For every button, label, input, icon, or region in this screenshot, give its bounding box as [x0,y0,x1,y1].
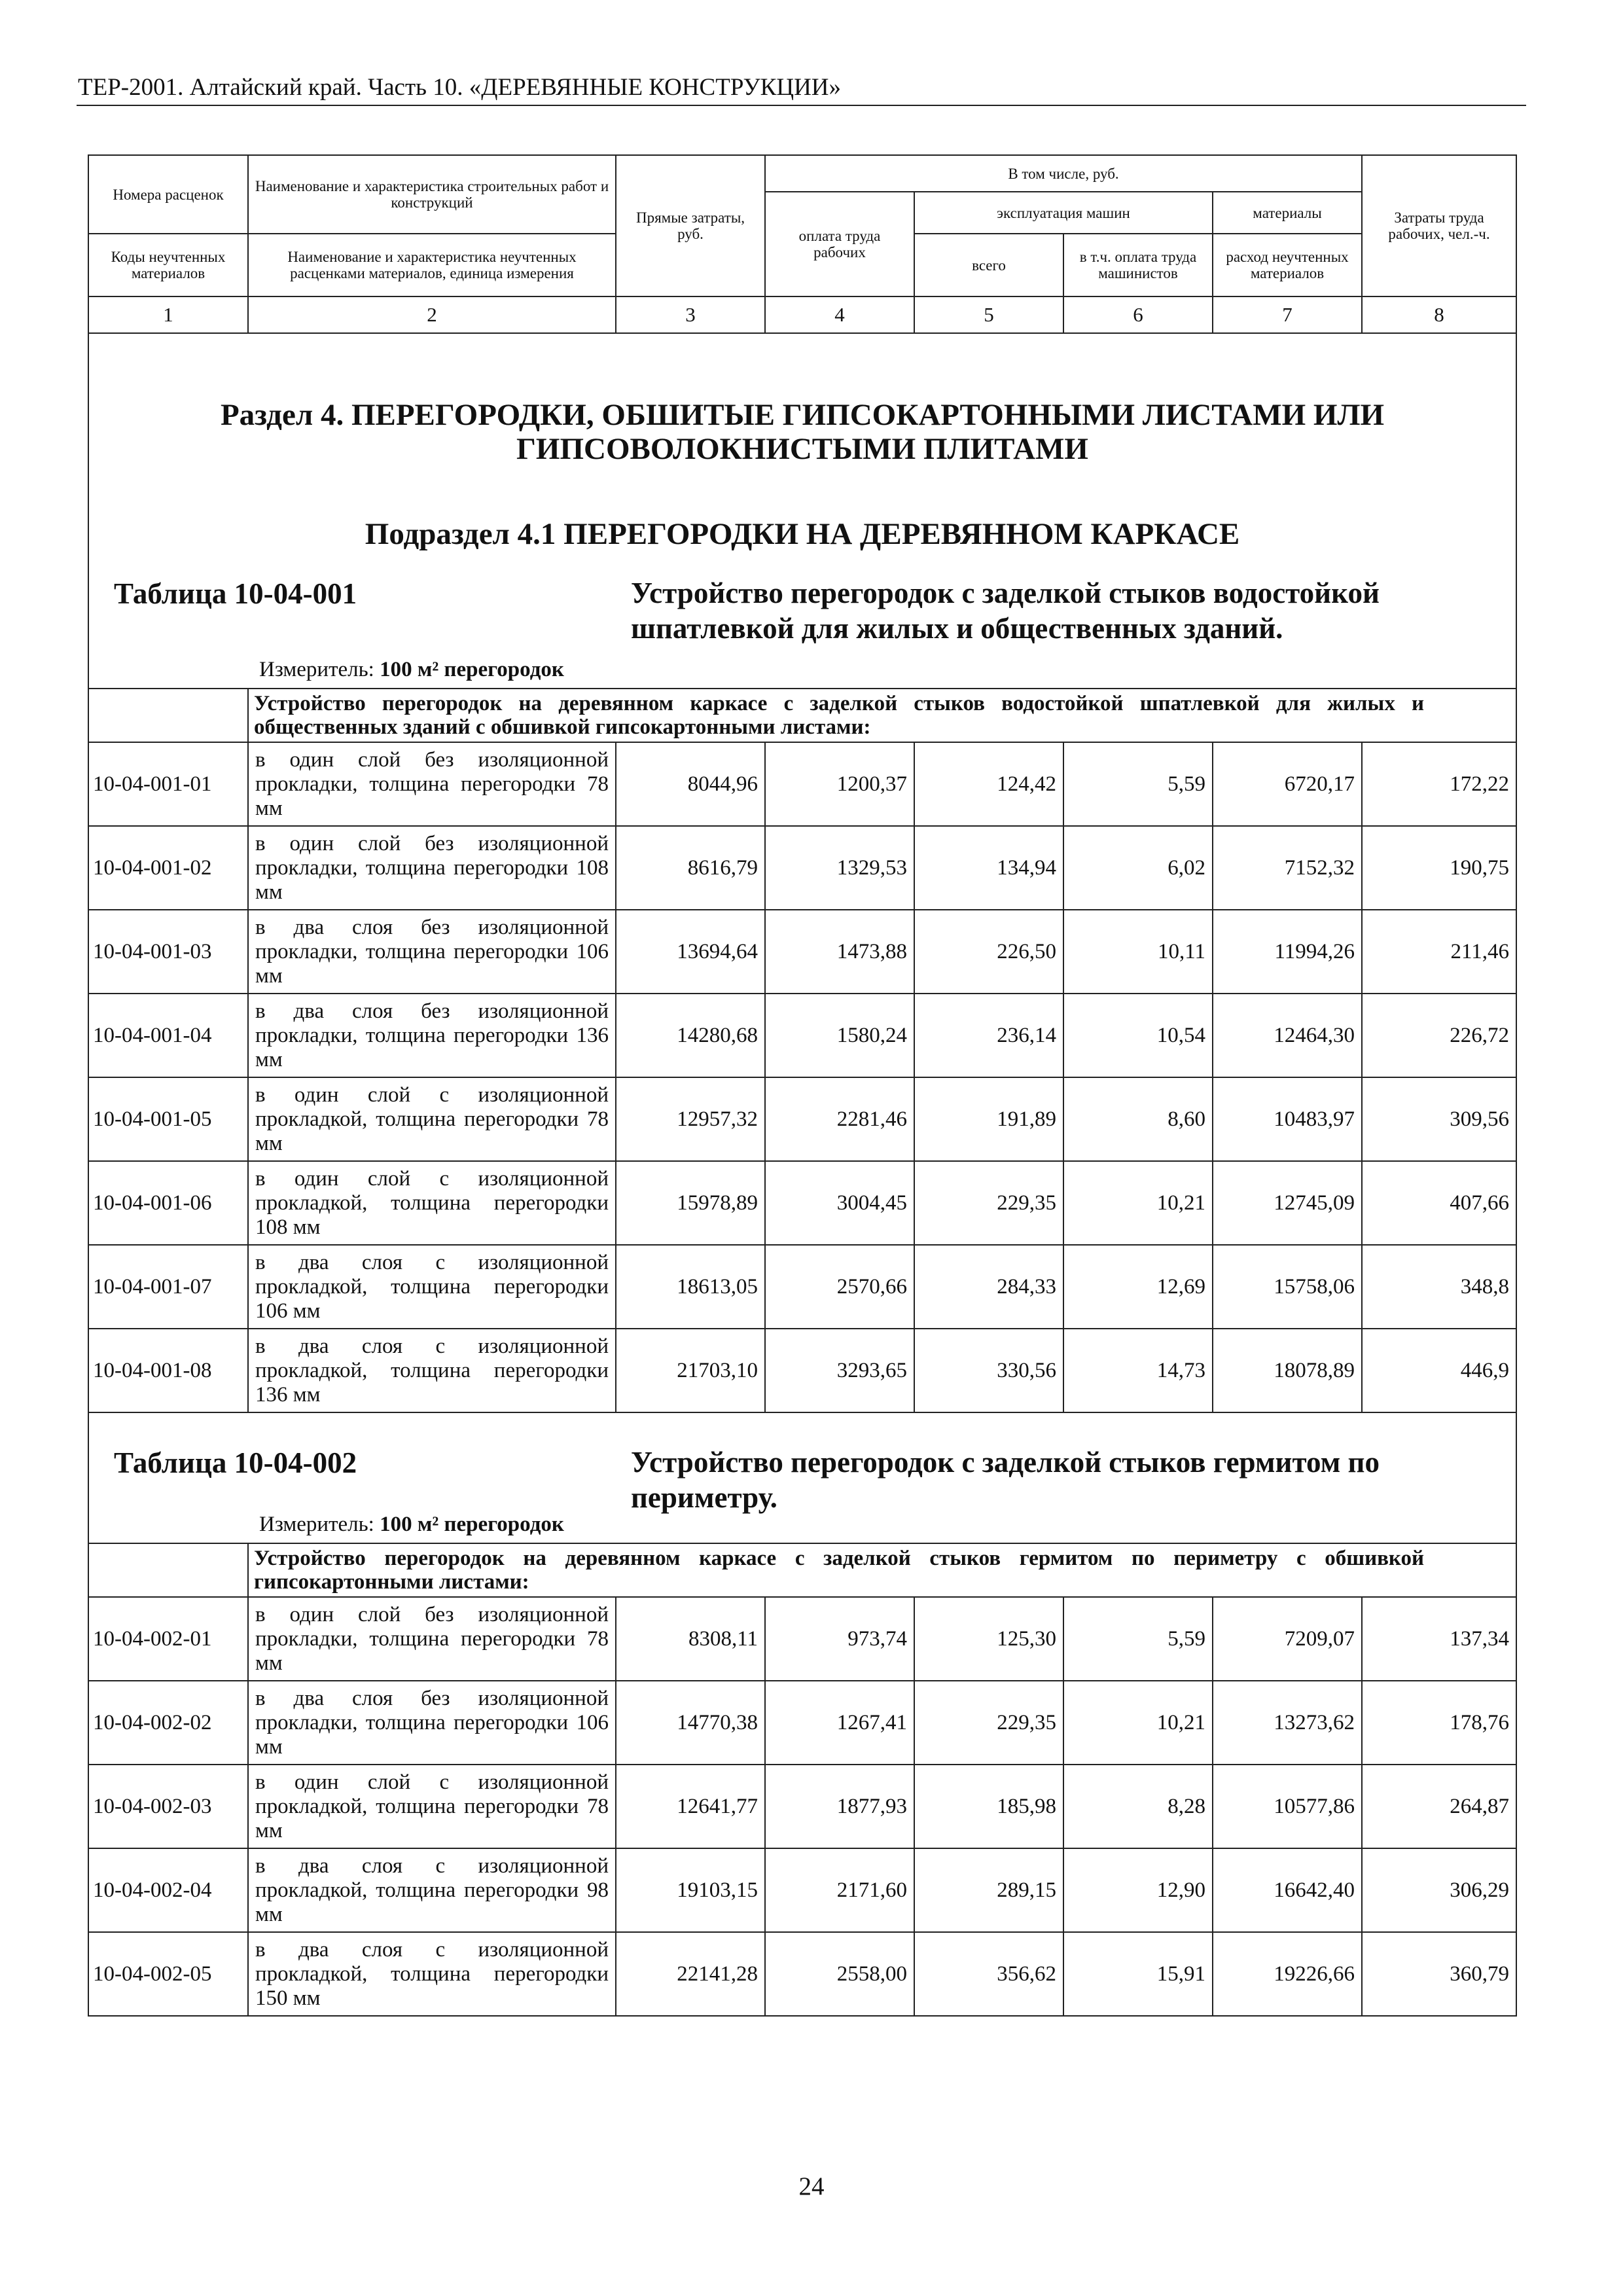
machine-total: 330,56 [914,1329,1063,1412]
labor-hours: 211,46 [1362,910,1516,994]
rate-code: 10-04-002-04 [88,1848,248,1932]
machines-header: эксплуатация машин [914,192,1213,234]
materials-consumption: 10483,97 [1213,1077,1362,1161]
table-label: Таблица 10-04-001 [114,577,357,610]
direct-costs: 8308,11 [616,1597,765,1681]
rate-description: в один слой с изоляционной прокладкой, толщина перегородки 78 мм [248,1765,616,1848]
labor-pay: 1329,53 [765,826,914,910]
group-heading: Устройство перегородок на деревянном каркасе с заделкой стыков водостойкой шпатлевкой для жилых и общественных зданий с обшивкой гипсокартонными листами: [248,689,1516,742]
rate-description: в два слоя без изоляционной прокладки, толщина перегородки 106 мм [248,1681,616,1765]
machinist-pay: 10,54 [1063,994,1213,1077]
rate-description: в один слой без изоляционной прокладки, толщина перегородки 78 мм [248,742,616,826]
labor-pay: 2281,46 [765,1077,914,1161]
machinist-pay: 14,73 [1063,1329,1213,1412]
unit-value: 100 м² перегородок [380,1513,564,1536]
rate-description: в два слоя с изоляционной прокладкой, толщина перегородки 106 мм [248,1245,616,1329]
table-caption-cell [88,1412,1516,1543]
section-title-text: Раздел 4. ПЕРЕГОРОДКИ, ОБШИТЫЕ ГИПСОКАРТОННЫМИ ЛИСТАМИ ИЛИ ГИПСОВОЛОКНИСТЫМИ ПЛИТАМИ [220,398,1385,466]
labor-pay: 2570,66 [765,1245,914,1329]
table-row [88,1329,1516,1412]
labor-pay: 3293,65 [765,1329,914,1412]
rate-code: 10-04-001-03 [88,910,248,994]
machinist-pay: 6,02 [1063,826,1213,910]
machine-total: 191,89 [914,1077,1063,1161]
table-unit [259,656,564,683]
machinist-pay: 10,11 [1063,910,1213,994]
section-title [94,398,1510,466]
labor-pay: 1200,37 [765,742,914,826]
rates-table [88,154,1517,2017]
running-header [77,71,1526,106]
labor-hours: 348,8 [1362,1245,1516,1329]
rate-code: 10-04-001-04 [88,994,248,1077]
machine-total: 134,94 [914,826,1063,910]
machine-total: 226,50 [914,910,1063,994]
table-10-04-001-rows [88,742,1516,1412]
col4-header: оплата труда рабочих [765,192,914,296]
machine-total: 229,35 [914,1681,1063,1765]
materials-header: материалы [1213,192,1362,234]
column-numbers-row [88,296,1516,333]
direct-costs: 8044,96 [616,742,765,826]
group-heading: Устройство перегородок на деревянном каркасе с заделкой стыков гермитом по периметру с обшивкой гипсокартонными листами: [248,1543,1516,1597]
col1-bottom-header: Коды неучтенных материалов [88,234,248,296]
machine-total: 289,15 [914,1848,1063,1932]
table-row [88,742,1516,826]
unit-value: 100 м² перегородок [380,658,564,681]
rate-code: 10-04-001-05 [88,1077,248,1161]
rate-code: 10-04-002-02 [88,1681,248,1765]
rate-description: в два слоя без изоляционной прокладки, толщина перегородки 106 мм [248,910,616,994]
machine-total: 284,33 [914,1245,1063,1329]
column-number: 3 [616,296,765,333]
labor-pay: 2558,00 [765,1932,914,2016]
machinist-pay: 8,28 [1063,1765,1213,1848]
rate-description: в два слоя без изоляционной прокладки, толщина перегородки 136 мм [248,994,616,1077]
materials-consumption: 11994,26 [1213,910,1362,994]
col7-header: расход неучтенных материалов [1213,234,1362,296]
labor-pay: 1580,24 [765,994,914,1077]
machinist-pay: 12,69 [1063,1245,1213,1329]
labor-hours: 226,72 [1362,994,1516,1077]
labor-hours: 178,76 [1362,1681,1516,1765]
col5-header: всего [914,234,1063,296]
table-row [88,826,1516,910]
page-number: 24 [798,2172,825,2200]
rate-code: 10-04-001-06 [88,1161,248,1245]
table-row [88,994,1516,1077]
direct-costs: 8616,79 [616,826,765,910]
machinist-pay: 8,60 [1063,1077,1213,1161]
rate-code: 10-04-001-01 [88,742,248,826]
rate-description: в один слой без изоляционной прокладки, толщина перегородки 108 мм [248,826,616,910]
materials-consumption: 7209,07 [1213,1597,1362,1681]
col6-header: в т.ч. оплата труда машинистов [1063,234,1213,296]
direct-costs: 21703,10 [616,1329,765,1412]
machine-total: 236,14 [914,994,1063,1077]
table-row [88,1765,1516,1848]
materials-consumption: 12464,30 [1213,994,1362,1077]
labor-pay: 2171,60 [765,1848,914,1932]
column-number: 7 [1213,296,1362,333]
direct-costs: 15978,89 [616,1161,765,1245]
rate-code: 10-04-001-07 [88,1245,248,1329]
rate-code: 10-04-002-05 [88,1932,248,2016]
table-row [88,1681,1516,1765]
machinist-pay: 10,21 [1063,1681,1213,1765]
column-number: 5 [914,296,1063,333]
labor-pay: 1267,41 [765,1681,914,1765]
labor-pay: 1877,93 [765,1765,914,1848]
subsection-title: Подраздел 4.1 ПЕРЕГОРОДКИ НА ДЕРЕВЯННОМ КАРКАСЕ [365,517,1240,551]
unit-prefix: Измеритель: [259,658,374,681]
machine-total: 125,30 [914,1597,1063,1681]
table-caption [94,575,1510,688]
table-row [88,1932,1516,2016]
direct-costs: 19103,15 [616,1848,765,1932]
materials-consumption: 19226,66 [1213,1932,1362,2016]
labor-pay: 1473,88 [765,910,914,994]
materials-consumption: 18078,89 [1213,1329,1362,1412]
machinist-pay: 5,59 [1063,742,1213,826]
table-title: Устройство перегородок с заделкой стыков гермитом по периметру. [631,1446,1380,1514]
col8-header: Затраты труда рабочих, чел.-ч. [1362,155,1516,296]
column-number: 8 [1362,296,1516,333]
table-row [88,1161,1516,1245]
table-row [88,1077,1516,1161]
labor-pay: 973,74 [765,1597,914,1681]
col2-top-header: Наименование и характеристика строительных работ и конструкций [248,155,616,234]
labor-pay: 3004,45 [765,1161,914,1245]
machinist-pay: 12,90 [1063,1848,1213,1932]
direct-costs: 14280,68 [616,994,765,1077]
machinist-pay: 10,21 [1063,1161,1213,1245]
table-caption [94,1444,1510,1543]
machinist-pay: 15,91 [1063,1932,1213,2016]
labor-hours: 309,56 [1362,1077,1516,1161]
machine-total: 185,98 [914,1765,1063,1848]
table-label: Таблица 10-04-002 [114,1446,357,1479]
materials-consumption: 16642,40 [1213,1848,1362,1932]
rate-description: в один слой с изоляционной прокладкой, толщина перегородки 78 мм [248,1077,616,1161]
column-number: 1 [88,296,248,333]
labor-hours: 190,75 [1362,826,1516,910]
materials-consumption: 10577,86 [1213,1765,1362,1848]
included-header: В том числе, руб. [765,155,1362,192]
direct-costs: 12641,77 [616,1765,765,1848]
table-row [88,1597,1516,1681]
column-number: 6 [1063,296,1213,333]
materials-consumption: 13273,62 [1213,1681,1362,1765]
materials-consumption: 6720,17 [1213,742,1362,826]
materials-consumption: 7152,32 [1213,826,1362,910]
rate-description: в два слоя с изоляционной прокладкой, толщина перегородки 150 мм [248,1932,616,2016]
direct-costs: 18613,05 [616,1245,765,1329]
rate-description: в два слоя с изоляционной прокладкой, толщина перегородки 136 мм [248,1329,616,1412]
labor-hours: 172,22 [1362,742,1516,826]
col1-top-header: Номера расценок [88,155,248,234]
labor-hours: 264,87 [1362,1765,1516,1848]
rate-description: в один слой без изоляционной прокладки, толщина перегородки 78 мм [248,1597,616,1681]
labor-hours: 137,34 [1362,1597,1516,1681]
labor-hours: 407,66 [1362,1161,1516,1245]
table-unit [259,1511,564,1537]
direct-costs: 12957,32 [616,1077,765,1161]
machine-total: 124,42 [914,742,1063,826]
direct-costs: 22141,28 [616,1932,765,2016]
section-heading-cell [88,333,1516,689]
machine-total: 229,35 [914,1161,1063,1245]
rate-code: 10-04-002-01 [88,1597,248,1681]
col3-header: Прямые затраты, руб. [616,155,765,296]
col2-bottom-header: Наименование и характеристика неучтенных расценками материалов, единица измерения [248,234,616,296]
column-number: 4 [765,296,914,333]
unit-prefix: Измеритель: [259,1513,374,1536]
table-title: Устройство перегородок с заделкой стыков водостойкой шпатлевкой для жилых и общественных зданий. [631,577,1380,645]
table-row [88,1848,1516,1932]
rate-code: 10-04-001-08 [88,1329,248,1412]
running-title: ТЕР-2001. Алтайский край. Часть 10. «ДЕРЕВЯННЫЕ КОНСТРУКЦИИ» [78,74,842,101]
labor-hours: 306,29 [1362,1848,1516,1932]
materials-consumption: 12745,09 [1213,1161,1362,1245]
rate-description: в один слой с изоляционной прокладкой, толщина перегородки 108 мм [248,1161,616,1245]
column-number: 2 [248,296,616,333]
machinist-pay: 5,59 [1063,1597,1213,1681]
labor-hours: 446,9 [1362,1329,1516,1412]
materials-consumption: 15758,06 [1213,1245,1362,1329]
direct-costs: 14770,38 [616,1681,765,1765]
table-row [88,1245,1516,1329]
table-header [88,155,1516,333]
table-row [88,910,1516,994]
labor-hours: 360,79 [1362,1932,1516,2016]
machine-total: 356,62 [914,1932,1063,2016]
rate-description: в два слоя с изоляционной прокладкой, толщина перегородки 98 мм [248,1848,616,1932]
rate-code: 10-04-001-02 [88,826,248,910]
rate-code: 10-04-002-03 [88,1765,248,1848]
table-10-04-002-rows [88,1597,1516,2016]
direct-costs: 13694,64 [616,910,765,994]
